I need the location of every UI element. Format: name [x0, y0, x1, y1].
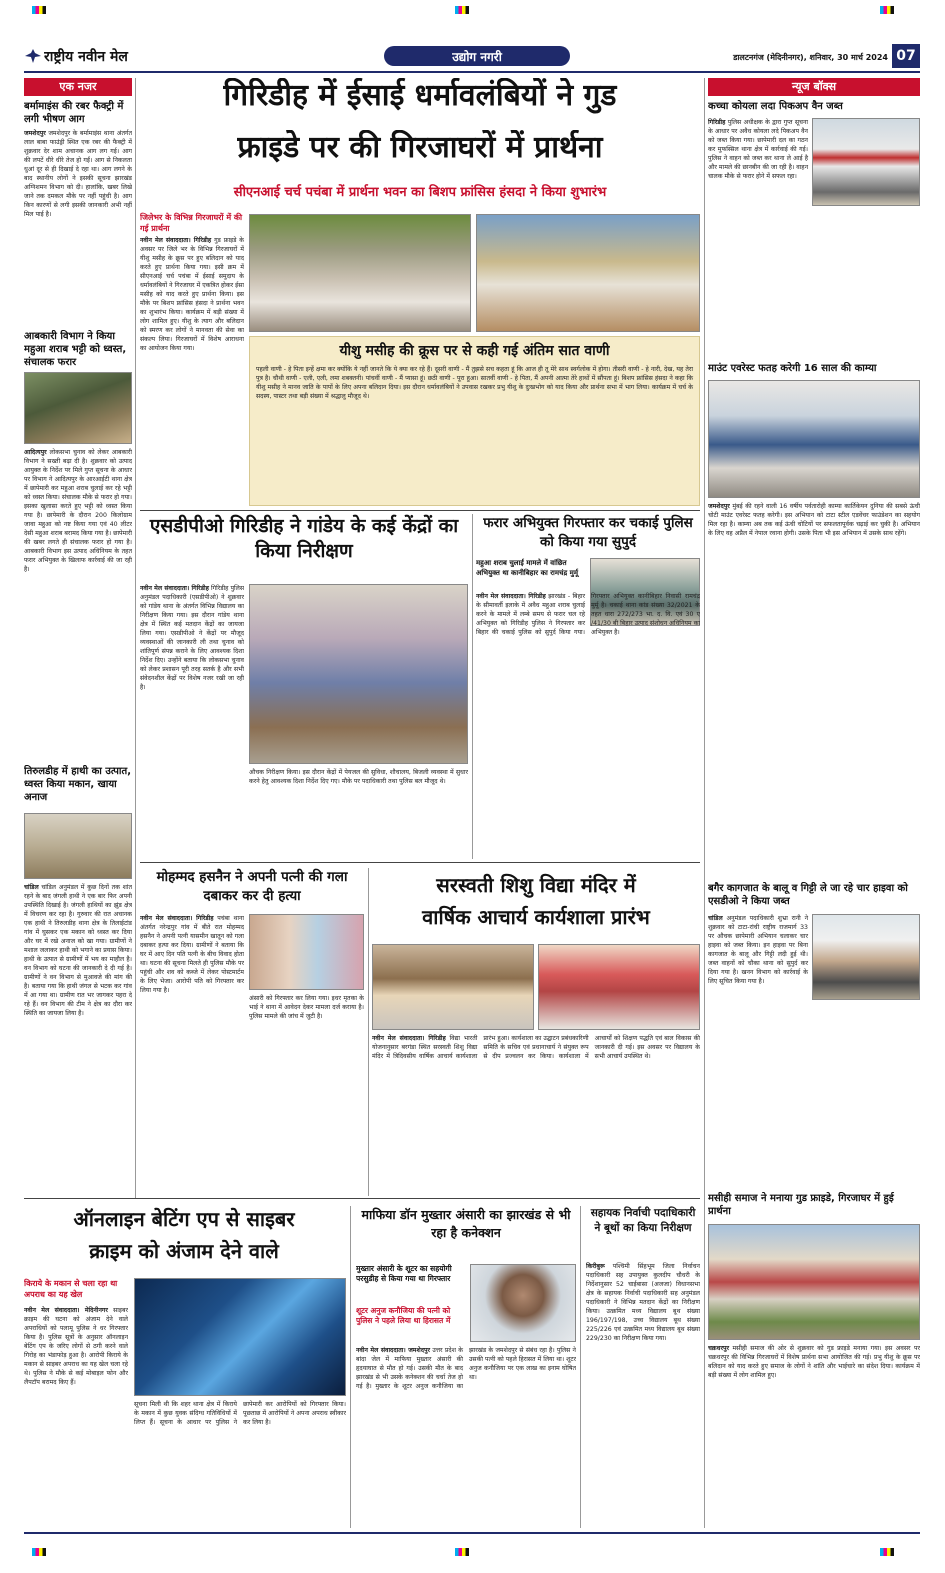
left-story-3-photo [24, 813, 132, 879]
murder-photo [249, 914, 364, 990]
news-box-story-1-body [708, 118, 808, 181]
news-box-header: न्यूज बॉक्स [708, 78, 920, 96]
mafia-kicker-2: शूटर अनुज कनौजिया की पत्नी को पुलिस ने पहले लिया था हिरासत में [356, 1306, 451, 1325]
school-body-text: विद्या भारती योजनानुसार बरगंडा स्थित सरस्वती शिशु विद्या मंदिर में त्रिदिवसीय वार्षिक आचार्य कार्यशाला प्रारंभ हुआ। कार्यशाला का उद्घाटन प्रबंधकारिणी समिति के सचिव एवं प्रधानाचार्य ने संयुक्त रूप से दीप प्रज्वलन कर किया। कार्यशाला में आचार्यों को शिक्षण पद्धति एवं बाल विकास की जानकारी दी गई। इस अवसर पर विद्यालय के सभी आचार्य उपस्थित थे। [372, 1035, 700, 1060]
mafia-body [356, 1346, 576, 1528]
left-story-3-title: तिरुलडीह में हाथी का उत्पात, ध्वस्त किया मकान, खाया अनाज [24, 766, 132, 803]
registration-mark-bottom-right [880, 1548, 894, 1556]
school-headline-2: वार्षिक आचार्य कार्यशाला प्रारंभ [422, 905, 650, 929]
lead-photo-2 [476, 214, 700, 332]
registration-mark-top [32, 6, 46, 14]
sdpo-body [140, 584, 244, 856]
news-box-story-4-dateline: चक्रधरपुर [708, 1345, 730, 1352]
left-column-header: एक नजर [24, 78, 132, 96]
news-box-story-1-title: कच्चा कोयला लदा पिकअप वैन जब्त [708, 101, 843, 112]
booth-body-text: पश्चिमी सिंहभूम जिला निर्वाचन पदाधिकारी सह उपायुक्त कुलदीप चौधरी के निर्देशानुसार 52 चाईबासा (अजजा) विधानसभा क्षेत्र के सहायक निर्वाची पदाधिकारी सह अनुमंडल पदाधिकारी ने विभिन्न मतदान केंद्रों का निरीक्षण किया। उत्क्रमित मध्य विद्यालय बूथ संख्या 196/197/198, उच्च विद्यालय बूथ संख्या 225/226 एवं उत्क्रमित मध्य विद्यालय बूथ संख्या 229/230 का निरीक्षण किया गया। [586, 1263, 700, 1342]
murder-body [140, 914, 244, 1194]
news-box-story-2 [708, 362, 920, 822]
news-box-story-2-photo [708, 380, 920, 498]
school-body [372, 1034, 700, 1194]
left-story-3-dateline: चांडिल [24, 884, 39, 891]
mid-rule-2 [24, 1198, 700, 1199]
lead-photo-1 [249, 214, 471, 332]
section-name: उद्योग नगरी [452, 50, 502, 64]
left-story-3 [24, 765, 132, 1195]
murder-body-text: पचंबा थाना अंतर्गत नरेन्द्रपुर गांव में बीते रात मोहम्मद हसनैन ने अपनी पत्नी यासमीन खातून को गला दबाकर हत्या कर दिया। ग्रामीणों ने बताया कि घर में आए दिन पति पत्नी के बीच विवाद होता था। घटना की सूचना मिलते ही पुलिस मौके पर पहुंची और शव को कब्जे में लेकर पोस्टमार्टम के लिए भेजा। आरोपी पति को गिरफ्तार कर लिया गया है। [140, 915, 244, 994]
news-box-story-2-body [708, 502, 920, 538]
news-box-story-3-photo [812, 914, 920, 1000]
arrest-body-text: झारखंड - बिहार के सीमावर्ती इलाके में अवैध महुआ शराब चुलाई करने के मामले में लम्बे समय से फरार चल रहे अभियुक्त को गिरिडीह पुलिस ने गिरफ्तार कर बिहार की चकाई पुलिस को सुपुर्द किया गया। गिरफ्तार अभियुक्त कानीबिहार निवासी रामचंद्र मुर्मू है। चकाई थाना कांड संख्या 32/2021 के तहत धारा 272/273 भा. द. वि. एवं 30 ए /41/30 बी बिहार उत्पाद संशोधन अधिनियम का अभियुक्त है। [476, 593, 700, 636]
news-box-story-4-title: मसीही समाज ने मनाया गुड फ्राइडे, गिरजाघर में हुई प्रार्थना [708, 1193, 894, 1217]
left-story-1-body [24, 129, 132, 219]
news-box-story-4 [708, 1192, 920, 1528]
school-photo-1 [372, 944, 534, 1030]
mid-rule-1 [140, 862, 700, 863]
betting-body [24, 1306, 128, 1528]
news-box-story-2-dateline: जमशेदपुर [708, 503, 730, 510]
booth-body [586, 1262, 700, 1528]
left-story-2-dateline: आदित्यपुर [24, 449, 47, 456]
left-story-2-body [24, 448, 132, 574]
lead-quote-box-title: यीशु मसीह की क्रूस पर से कही गई अंतिम सात वाणी [339, 343, 610, 359]
registration-mark-top-right [880, 6, 894, 14]
news-box-story-3-title: बगैर कागजात के बालू व गिट्टी ले जा रहे चार हाइवा को एसडीओ ने किया जब्त [708, 883, 908, 907]
sdpo-divider [472, 514, 473, 859]
betting-kicker: किराये के मकान से चला रहा था अपराध का यह खेल [24, 1279, 118, 1299]
left-story-1-text: जमशेदपुर के बर्मामाइंस थाना अंतर्गत लाल बाबा फाउंड्री स्थित एक रबर की फैक्ट्री में शुक्रवार देर शाम अचानक आग लग गई। आग की लपटें धीरे धीरे तेज हो गईं। आग से निकलता धुआं दूर से ही दिखाई दे रहा था। आग लगने के बाद स्थानीय लोगों ने इसकी सूचना झारखंड अग्निशमन विभाग को दी। हालांकि, खबर लिखे जाने तक दमकल मौके पर नहीं पहुंची है। आग किन कारणों से लगी इसकी जानकारी अभी नहीं मिल पाई है। [24, 130, 132, 218]
lead-body-text: गुड फ्राइडे के अवसर पर जिले भर के विभिन्न गिरजाघरों में यीशु मसीह के क्रूस पर हुए बलिदान को याद करते हुए प्रार्थना किया गया। इसी क्रम में सीएनआई चर्च पचंबा में ईसाई समुदाय के धर्मावलंबियों ने गिरजाघर में एकत्रित होकर ईसा मसीह को याद करते हुए प्रार्थना किया। इस मौके पर बिशप फ्रांसिस हंसदा ने प्रार्थना भवन का शुभारंभ किया। कार्यक्रम में बड़ी संख्या में लोग शामिल हुए। यीशु के त्याग और बलिदान को स्मरण कर लोगों ने मानवता की सेवा का संकल्प लिया। गिरजाघरों में विशेष आराधना का आयोजन किया गया। [140, 237, 244, 352]
mafia-divider [580, 1206, 581, 1528]
lead-kicker: जिलेभर के विभिन्न गिरजाघरों में की गई प्रार्थना [140, 213, 243, 233]
sdpo-headline: एसडीपीओ गिरिडीह ने गांडेय के कई केंद्रों का किया निरीक्षण [149, 515, 459, 562]
lead-headline-2: फ्राइडे पर की गिरजाघरों में प्रार्थना [237, 130, 603, 165]
booth-dateline: किरीबुरू [586, 1263, 605, 1270]
lead-subhead: सीएनआई चर्च पचंबा में प्रार्थना भवन का बिशप फ्रांसिस हंसदा ने किया शुभारंभ [233, 185, 607, 200]
school-byline: नवीन मेल संवाददाता। गिरिडीह [372, 1035, 446, 1042]
betting-body-2: सूचना मिली थी कि शहर थाना क्षेत्र में किराये के मकान में कुछ युवक संदिग्ध गतिविधियों में लिप्त हैं। सूचना के आधार पर पुलिस ने छापेमारी कर आरोपियों को गिरफ्तार किया। पूछताछ में आरोपियों ने अपना अपराध स्वीकार कर लिया है। [134, 1401, 346, 1426]
sdpo-photo [249, 584, 468, 764]
sdpo-byline: नवीन मेल संवाददाता। गिरिडीह [140, 585, 209, 592]
booth-headline: सहायक निर्वाची पदाधिकारी ने बूथों का किया निरीक्षण [590, 1207, 696, 1234]
bottom-rule [24, 1532, 920, 1534]
news-box-story-2-title: माउंट एवरेस्ट फतह करेगी 16 साल की काम्या [708, 363, 877, 374]
mafia-photo [470, 1264, 576, 1342]
lead-headline-1: गिरिडीह में ईसाई धर्मावलंबियों ने गुड [223, 78, 617, 113]
news-box-story-2-text: मुंबई की रहने वाली 16 वर्षीय पर्वतारोही काम्या कार्तिकेयन दुनिया की सबसे ऊंची चोटी माउंट एवरेस्ट फतह करेगी। इस अभियान को टाटा स्टील एडवेंचर फाउंडेशन का सहयोग मिल रहा है। काम्या अब तक कई ऊंची चोटियों पर सफलतापूर्वक चढ़ाई कर चुकी है। अभियान के लिए वह अप्रैल में नेपाल रवाना होगी। उसके पिता भी इस अभियान में उसके साथ रहेंगे। [708, 503, 920, 537]
news-box-story-1-text: पुलिस अधीक्षक के द्वारा गुप्त सूचना के आधार पर अवैध कोयला लदे पिकअप वैन को जब्त किया गया। छापेमारी दल का गठन कर मुफस्सिल थाना क्षेत्र में कार्रवाई की गई। पुलिस ने वाहन को जब्त कर थाना ले आई है और मामले की छानबीन की जा रही है। वाहन चालक मौके से फरार होने में सफल रहा। [708, 119, 809, 180]
left-story-1-title: बर्मामाइंस की रबर फैक्ट्री में लगी भीषण आग [24, 101, 124, 125]
left-story-1-dateline: जमशेदपुर [24, 130, 46, 137]
eagle-logo-icon [24, 48, 42, 64]
betting-headline-1: ऑनलाइन बेटिंग एप से साइबर [73, 1207, 295, 1231]
left-column-divider [135, 78, 136, 1198]
left-story-2-title: आबकारी विभाग ने किया महुआ शराब भट्टी को ध्वस्त, संचालक फरार [24, 331, 127, 368]
betting-photo [134, 1278, 346, 1396]
murder-body-2: अंसारी को गिरफ्तार कर लिया गया। इधर मृतका के भाई ने थाना में आवेदन देकर मामला दर्ज कराया है। पुलिस मामले की जांच में जुटी है। [249, 995, 364, 1020]
lead-byline: नवीन मेल संवाददाता। गिरिडीह [140, 237, 212, 244]
murder-byline: नवीन मेल संवाददाता। गिरिडीह [140, 915, 214, 922]
arrest-body [476, 592, 700, 858]
news-box-story-1-photo [812, 118, 920, 206]
lead-bottom-rule [140, 510, 700, 511]
news-box-story-3-body [708, 914, 808, 986]
left-story-2-photo [24, 372, 132, 444]
news-box-story-4-body [708, 1344, 920, 1380]
masthead [24, 44, 920, 70]
left-story-1 [24, 100, 132, 330]
sdpo-body-2: औचक निरीक्षण किया। इस दौरान केंद्रों में पेयजल की सुविधा, शौचालय, बिजली व्यवस्था में सुधार करने हेतु आवश्यक दिशा निर्देश दिए गए। मौके पर पदाधिकारी तथा पुलिस बल मौजूद थे। [249, 769, 468, 785]
registration-mark-bottom [32, 1548, 46, 1556]
news-box-story-1-dateline: गिरिडीह [708, 119, 726, 126]
news-box-story-3 [708, 882, 920, 1182]
left-story-2-text: लोकसभा चुनाव को लेकर आबकारी विभाग ने सख्ती बढ़ा दी है। शुक्रवार को उत्पाद आयुक्त के निर्देश पर मिले गुप्त सूचना के आधार पर विभाग ने आदित्यपुर के आरआईटी थाना क्षेत्र में छापेमारी कर महुआ शराब चुलाई कर रहे भट्टी को ध्वस्त किया। संचालक मौके से फरार हो गया। इसका खुलासा करते हुए भट्टी को ध्वस्त किया गया है। छापेमारी के दौरान 200 किलोग्राम जावा महुआ को नष्ट किया गया एवं 40 लीटर देसी महुआ शराब बरामद किया गया है। छापेमारी की खबर लगते ही संचालक फरार हो गया है। आबकारी विभाग इस उत्पाद अधिनियम के तहत फरार अभियुक्त के खिलाफ कार्रवाई की जा रही है। [24, 449, 132, 573]
arrest-headline: फरार अभियुक्त गिरफ्तार कर चकाई पुलिस को किया गया सुपुर्द [483, 515, 693, 550]
page-number: 07 [892, 44, 920, 68]
school-headline-1: सरस्वती शिशु विद्या मंदिर में [436, 873, 636, 897]
betting-headline-2: क्राइम को अंजाम देने वाले [89, 1239, 279, 1263]
mafia-body-text: उत्तर प्रदेश के बांदा जेल में माफिया मुख्तार अंसारी की हृदयाघात से मौत हो गई। उसकी मौत के बाद झारखंड से भी उसके कनेक्शन की चर्चा तेज हो गई है। मुख्तार के शूटर अनुज कनौजिया का झारखंड के जमशेदपुर से संबंध रहा है। पुलिस ने उसकी पत्नी को पहले हिरासत में लिया था। शूटर अनुज कनौजिया पर एक लाख का इनाम घोषित था। [356, 1347, 576, 1390]
betting-body-text: साइबर क्राइम की घटना को अंजाम देने वाले अपराधियों को पलामू पुलिस ने धर गिरफ्तार किया है। पुलिस सूत्रों के अनुसार ऑनलाइन बेटिंग एप के जरिए लोगों से ठगी करने वाले गिरोह का भंडाफोड़ हुआ है। आरोपी किराये के मकान से साइबर अपराध का यह खेल चला रहे थे। पुलिस ने मौके से कई मोबाइल फोन और लैपटॉप बरामद किए हैं। [24, 1307, 128, 1386]
arrest-byline: नवीन मेल संवाददाता। गिरिडीह [476, 593, 546, 600]
sdpo-body-text: गिरिडीह पुलिस अनुमंडल पदाधिकारी (एसडीपीओ) ने शुक्रवार को गांडेय थाना के अंतर्गत विभिन्न विद्यालय का निरीक्षण किया गया। इस दौरान गांडेय थाना क्षेत्र में स्थित कई मतदान केंद्रों का जायजा लिया गया। एसडीपीओ ने केंद्रों पर मौजूद व्यवस्थाओं की जानकारी ली तथा चुनाव को शांतिपूर्ण संपन्न कराने के लिए आवश्यक दिशा निर्देश दिए। उन्होंने बताया कि लोकसभा चुनाव को लेकर प्रशासन पूरी तरह सतर्क है और सभी संवेदनशील केंद्रों पर विशेष नजर रखी जा रही है। [140, 585, 244, 691]
left-story-3-text: चांडिल अनुमंडल में कुछ दिनों तक शांत रहने के बाद जंगली हाथी ने एक बार फिर अपनी उपस्थिति दिखाई है। जंगली हाथियों का झुंड क्षेत्र में विचरण कर रहा है। गुरुवार की रात अचानक एक हाथी ने तिरुलडीह थाना क्षेत्र के तिलाईटांड गांव में घुसकर एक मकान को ध्वस्त कर दिया और घर में रखे अनाज को खा गया। ग्रामीणों ने मशाल जलाकर हाथी को भगाने का प्रयास किया। हाथी के उत्पात से ग्रामीणों में भय का माहौल है। वन विभाग को घटना की जानकारी दे दी गई है। ग्रामीणों ने वन विभाग से मुआवजे की मांग की है। बताया गया कि हाथी जंगल से भटक कर गांव में आ गया था। ग्रामीण रात भर जागकर पहरा दे रहे हैं। वन विभाग की टीम ने क्षेत्र का दौरा कर स्थिति का जायजा लिया है। [24, 884, 132, 1017]
registration-mark-bottom-mid [455, 1548, 469, 1556]
mafia-byline: नवीन मेल संवाददाता। जमशेदपुर [356, 1347, 431, 1354]
murder-headline: मोहम्मद हसनैन ने अपनी पत्नी की गला दबाकर कर दी हत्या [156, 869, 348, 904]
lead-quote-box [249, 336, 700, 506]
registration-mark-top-mid [455, 6, 469, 14]
left-story-2 [24, 330, 132, 760]
news-box-story-1 [708, 100, 920, 360]
left-story-3-body [24, 883, 132, 1018]
news-box-story-4-photo [708, 1224, 920, 1340]
news-box-story-4-text: मसीही समाज की ओर से शुक्रवार को गुड फ्राइडे मनाया गया। इस अवसर पर चक्रधरपुर की विभिन्न गिरजाघरों में विशेष प्रार्थना सभा आयोजित की गई। प्रभु यीशु के क्रूस पर बलिदान को याद करते हुए समाज के लोगों ने शांति और भाईचारे का संदेश दिया। कार्यक्रम में बड़ी संख्या में लोग शामिल हुए। [708, 1345, 920, 1379]
mafia-headline: माफिया डॉन मुख्तार अंसारी का झारखंड से भी रहा है कनेक्शन [361, 1207, 571, 1240]
mafia-kicker-1: मुख्तार अंसारी के शूटर का सहयोगी परसुडीह से किया गया था गिरफ्तार [356, 1264, 452, 1283]
news-box-story-3-text: अनुमंडल पदाधिकारी शुभ्रा रानी ने शुक्रवार को टाटा-रांची राष्ट्रीय राजमार्ग 33 पर औचक छापेमारी अभियान चलाकर चार हाइवा को जब्त किया। इन हाइवा पर बिना कागजात के बालू और गिट्टी लदी हुई थी। जब्त वाहनों को चौका थाना को सुपुर्द कर दिया गया है। खनन विभाग को कार्रवाई के लिए सूचित किया गया है। [708, 915, 809, 985]
murder-divider [368, 868, 369, 1196]
paper-name: राष्ट्रीय नवीन मेल [44, 49, 128, 65]
masthead-rule [24, 71, 920, 73]
betting-byline: नवीन मेल संवाददाता। मेदिनीनगर [24, 1307, 108, 1314]
newsbox-divider [704, 78, 705, 1528]
betting-divider [350, 1206, 351, 1528]
news-box-story-3-dateline: चांडिल [708, 915, 723, 922]
dateline: डालटनगंज (मेदिनीनगर), शनिवार, 30 मार्च 2024 [733, 53, 888, 62]
school-photo-2 [538, 944, 700, 1030]
arrest-kicker: महुआ शराब चुलाई मामले में वांछित अभियुक्त था कानीबिहार का रामचंद्र मुर्मू [476, 559, 579, 577]
lead-quote-box-body: पहली वाणी - हे पिता इन्हें क्षमा कर क्योंकि ये नहीं जानते कि ये क्या कर रहे हैं। दूसरी वाणी - मैं तुझसे सच कहता हूं कि आज ही तू मेरे साथ स्वर्गलोक में होगा। तीसरी वाणी - हे नारी, देख, यह तेरा पुत्र है। चौथी वाणी - एली, एली, लमा शबक्तनी। पांचवीं वाणी - मैं प्यासा हूं। छठी वाणी - पूरा हुआ। सातवीं वाणी - हे पिता, मैं अपनी आत्मा तेरे हाथों में सौंपता हूं। बिशप फ्रांसिस हंसदा ने कहा कि यीशु मसीह ने मानव जाति के पापों के लिए अपना बलिदान दिया। इस दौरान धर्मावलंबियों ने उपवास रखकर प्रभु यीशु के दुःखभोग को याद किया और प्रार्थना सभा में भाग लिया। कार्यक्रम में चर्च के सदस्य, पास्टर तथा बड़ी संख्या में श्रद्धालु मौजूद थे। [256, 366, 693, 400]
lead-body [140, 236, 244, 476]
